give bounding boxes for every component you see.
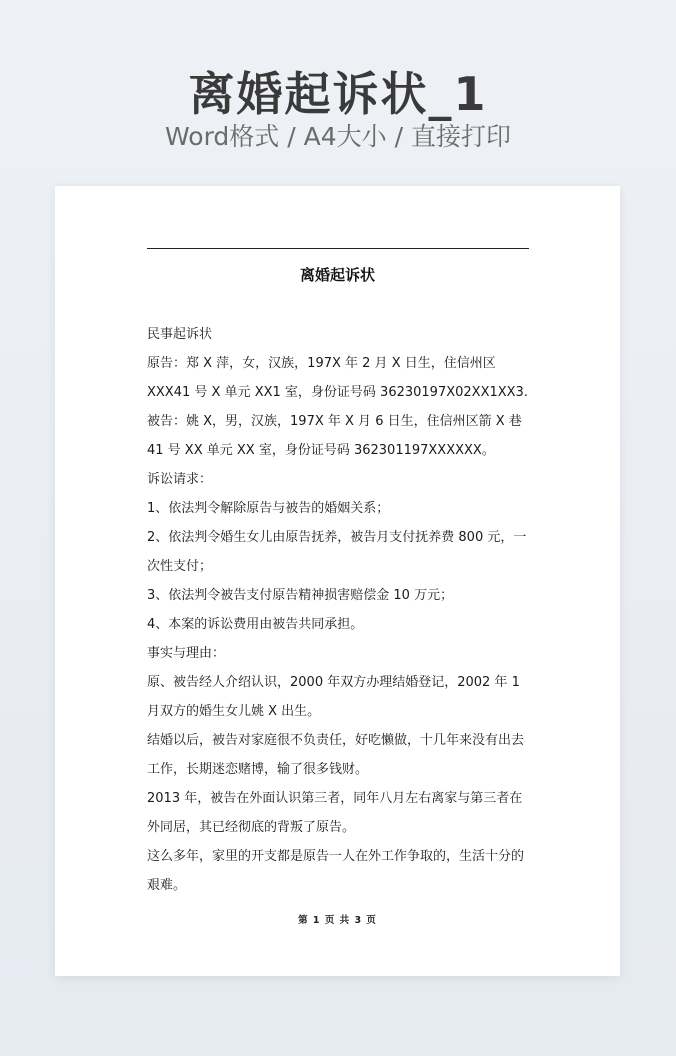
page-number: 第 1 页 共 3 页 [298,915,377,926]
page-title: 离婚起诉状_1 [188,67,488,121]
paragraph: 原、被告经人介绍认识，2000 年双方办理结婚登记，2002 年 1 月双方的婚生女儿姚 X 出生。 [147,675,520,719]
header-rule [147,248,529,249]
page-subtitle: Word格式 / A4大小 / 直接打印 [165,122,511,151]
document-title: 离婚起诉状 [299,266,375,284]
paragraph: 结婚以后，被告对家庭很不负责任，好吃懒做，十几年来没有出去工作，长期迷恋赌博，输了很多钱财。 [147,733,525,777]
paragraph: 诉讼请求： [147,472,213,487]
paragraph: 被告：姚 X，男，汉族，197X 年 X 月 6 日生，住信州区箭 X 巷 41 号 XX 单元 XX 室，身份证号码 362301197XXXXXX。 [147,414,522,458]
paragraph: 3、依法判令被告支付原告精神损害赔偿金 10 万元； [147,588,454,603]
paragraph: 1、依法判令解除原告与被告的婚姻关系； [147,501,390,516]
paragraph: 民事起诉状 [147,327,213,342]
paragraph: 2013 年，被告在外面认识第三者，同年八月左右离家与第三者在外同居，其已经彻底的背叛了原告。 [147,791,523,835]
paragraph: 事实与理由： [147,646,226,661]
paragraph: 2、依法判令婚生女儿由原告抚养，被告月支付抚养费 800 元，一次性支付； [147,530,527,574]
document-body [147,320,533,900]
paragraph: 这么多年，家里的开支都是原告一人在外工作争取的，生活十分的艰难。 [147,849,525,893]
paragraph: 4、本案的诉讼费用由被告共同承担。 [147,617,364,632]
paragraph: 原告：郑 X 萍，女，汉族，197X 年 2 月 X 日生，住信州区 XXX41 号 X 单元 XX1 室，身份证号码 36230197X02XX1XX3. [147,356,528,400]
document-page [55,186,620,976]
